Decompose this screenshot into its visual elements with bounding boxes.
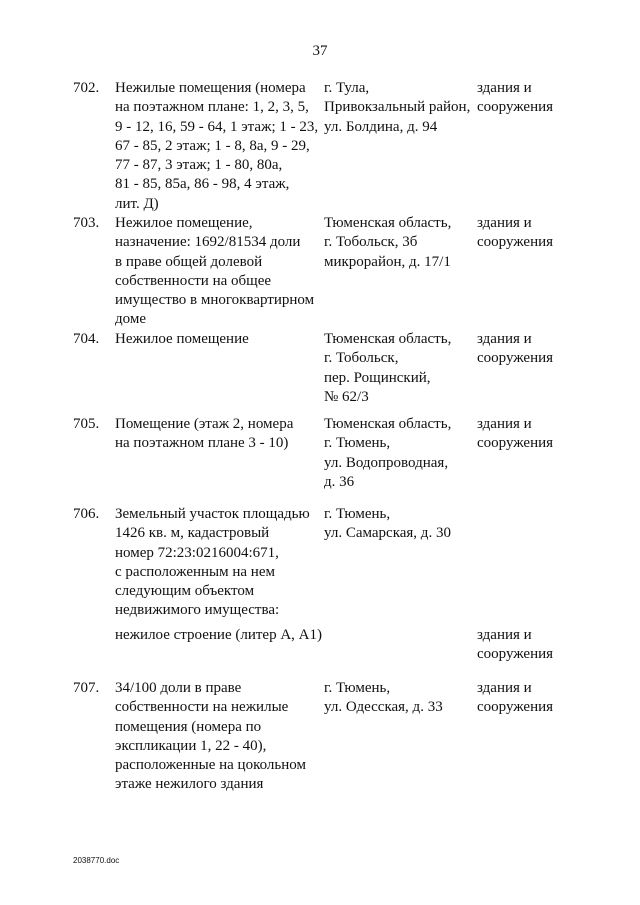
footer-filename: 2038770.doc [73, 856, 120, 865]
entry-type: здания и сооружения [477, 215, 554, 251]
entry-type: здания и сооружения [477, 680, 554, 716]
entry-number: 704. [73, 331, 100, 347]
entry-address: Тюменская область, г. Тобольск, 3б микрорайон, д. 17/1 [324, 215, 452, 270]
entry-type: здания и сооружения [477, 331, 554, 367]
entry-address: г. Тюмень, ул. Одесская, д. 33 [324, 680, 443, 716]
entry-number: 705. [73, 416, 100, 432]
entry-address: Тюменская область, г. Тюмень, ул. Водопроводная, д. 36 [324, 416, 452, 490]
entry-number: 703. [73, 215, 100, 231]
entry-type: здания и сооружения [477, 627, 554, 663]
entry-type: здания и сооружения [477, 80, 554, 116]
entry-description: Нежилые помещения (номера на поэтажном плане: 1, 2, 3, 5, 9 - 12, 16, 59 - 64, 1 этаж; 1 - 23, 67 - 85, 2 этаж; 1 - 8, 8а, 9 - 29, 77 - 87, 3 этаж; 1 - 80, 80а, 81 - 85, 85а, 86 - 98, 4 этаж, лит. Д) [115, 80, 319, 212]
page-number: 37 [312, 43, 328, 59]
entry-description: 34/100 доли в праве собственности на нежилые помещения (номера по экспликации 1, 22 - 40), расположенные на цокольном этаже нежилого здания [115, 680, 306, 793]
entry-address: г. Тюмень, ул. Самарская, д. 30 [324, 506, 451, 542]
entry-number: 702. [73, 80, 100, 96]
entry-number: 707. [73, 680, 100, 696]
entry-address: Тюменская область, г. Тобольск, пер. Рощинский, № 62/3 [324, 331, 452, 405]
entry-description: Земельный участок площадью 1426 кв. м, кадастровый номер 72:23:0216004:671, с расположенным на нем следующим объектом недвижимого имущества: [115, 506, 310, 619]
entry-description: Нежилое помещение [115, 331, 249, 347]
entry-address: г. Тула, Привокзальный район, ул. Болдина, д. 94 [324, 80, 471, 135]
sub-item-description: нежилое строение (литер А, А1) [115, 627, 322, 643]
entry-number: 706. [73, 506, 100, 522]
entry-description: Помещение (этаж 2, номера на поэтажном плане 3 - 10) [115, 416, 294, 452]
entry-description: Нежилое помещение, назначение: 1692/81534 доли в праве общей долевой собственности на общее имущество в многоквартирном доме [115, 215, 315, 328]
entry-type: здания и сооружения [477, 416, 554, 452]
